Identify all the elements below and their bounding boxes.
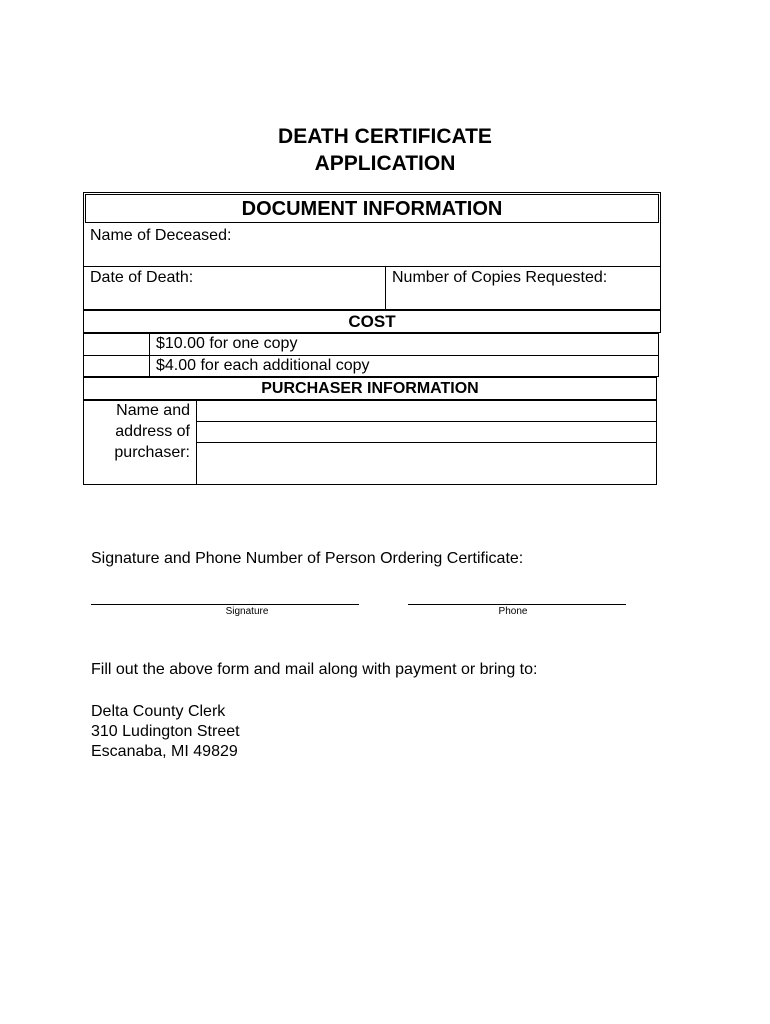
phone-line[interactable] <box>408 604 626 605</box>
address-line2: 310 Ludington Street <box>91 723 240 740</box>
row-divider <box>84 266 660 267</box>
copies-requested-label: Number of Copies Requested: <box>392 269 608 286</box>
cost-row-divider <box>83 355 659 356</box>
address-line1: Delta County Clerk <box>91 703 226 720</box>
purchaser-label-line1: Name and <box>116 402 190 419</box>
page-title-line1: DEATH CERTIFICATE <box>278 125 492 148</box>
purchaser-name-field[interactable] <box>198 401 656 420</box>
purchaser-info-heading: PURCHASER INFORMATION <box>83 377 657 400</box>
purchaser-city-field[interactable] <box>198 443 656 484</box>
page-title-line2: APPLICATION <box>314 152 456 175</box>
mailing-instructions: Fill out the above form and mail along with payment or bring to: <box>91 661 538 678</box>
purchaser-label-line3: purchaser: <box>114 444 190 461</box>
cost-heading: COST <box>83 310 661 333</box>
column-divider <box>385 266 386 310</box>
purchaser-label-line2: address of <box>115 423 190 440</box>
document-info-heading: DOCUMENT INFORMATION <box>85 194 659 223</box>
phone-caption: Phone <box>498 606 528 617</box>
signature-prompt: Signature and Phone Number of Person Ordering Certificate: <box>91 550 524 567</box>
name-of-deceased-label: Name of Deceased: <box>90 227 232 244</box>
copies-requested-field[interactable] <box>388 290 658 308</box>
date-of-death-field[interactable] <box>86 290 380 308</box>
cost-item-one-copy: $10.00 for one copy <box>156 335 298 352</box>
purchaser-address-field[interactable] <box>198 422 656 441</box>
signature-caption: Signature <box>225 606 269 617</box>
signature-line[interactable] <box>91 604 359 605</box>
address-line3: Escanaba, MI 49829 <box>91 743 238 760</box>
date-of-death-label: Date of Death: <box>90 269 194 286</box>
cost-item-additional-copy: $4.00 for each additional copy <box>156 357 370 374</box>
name-of-deceased-field[interactable] <box>86 248 660 266</box>
